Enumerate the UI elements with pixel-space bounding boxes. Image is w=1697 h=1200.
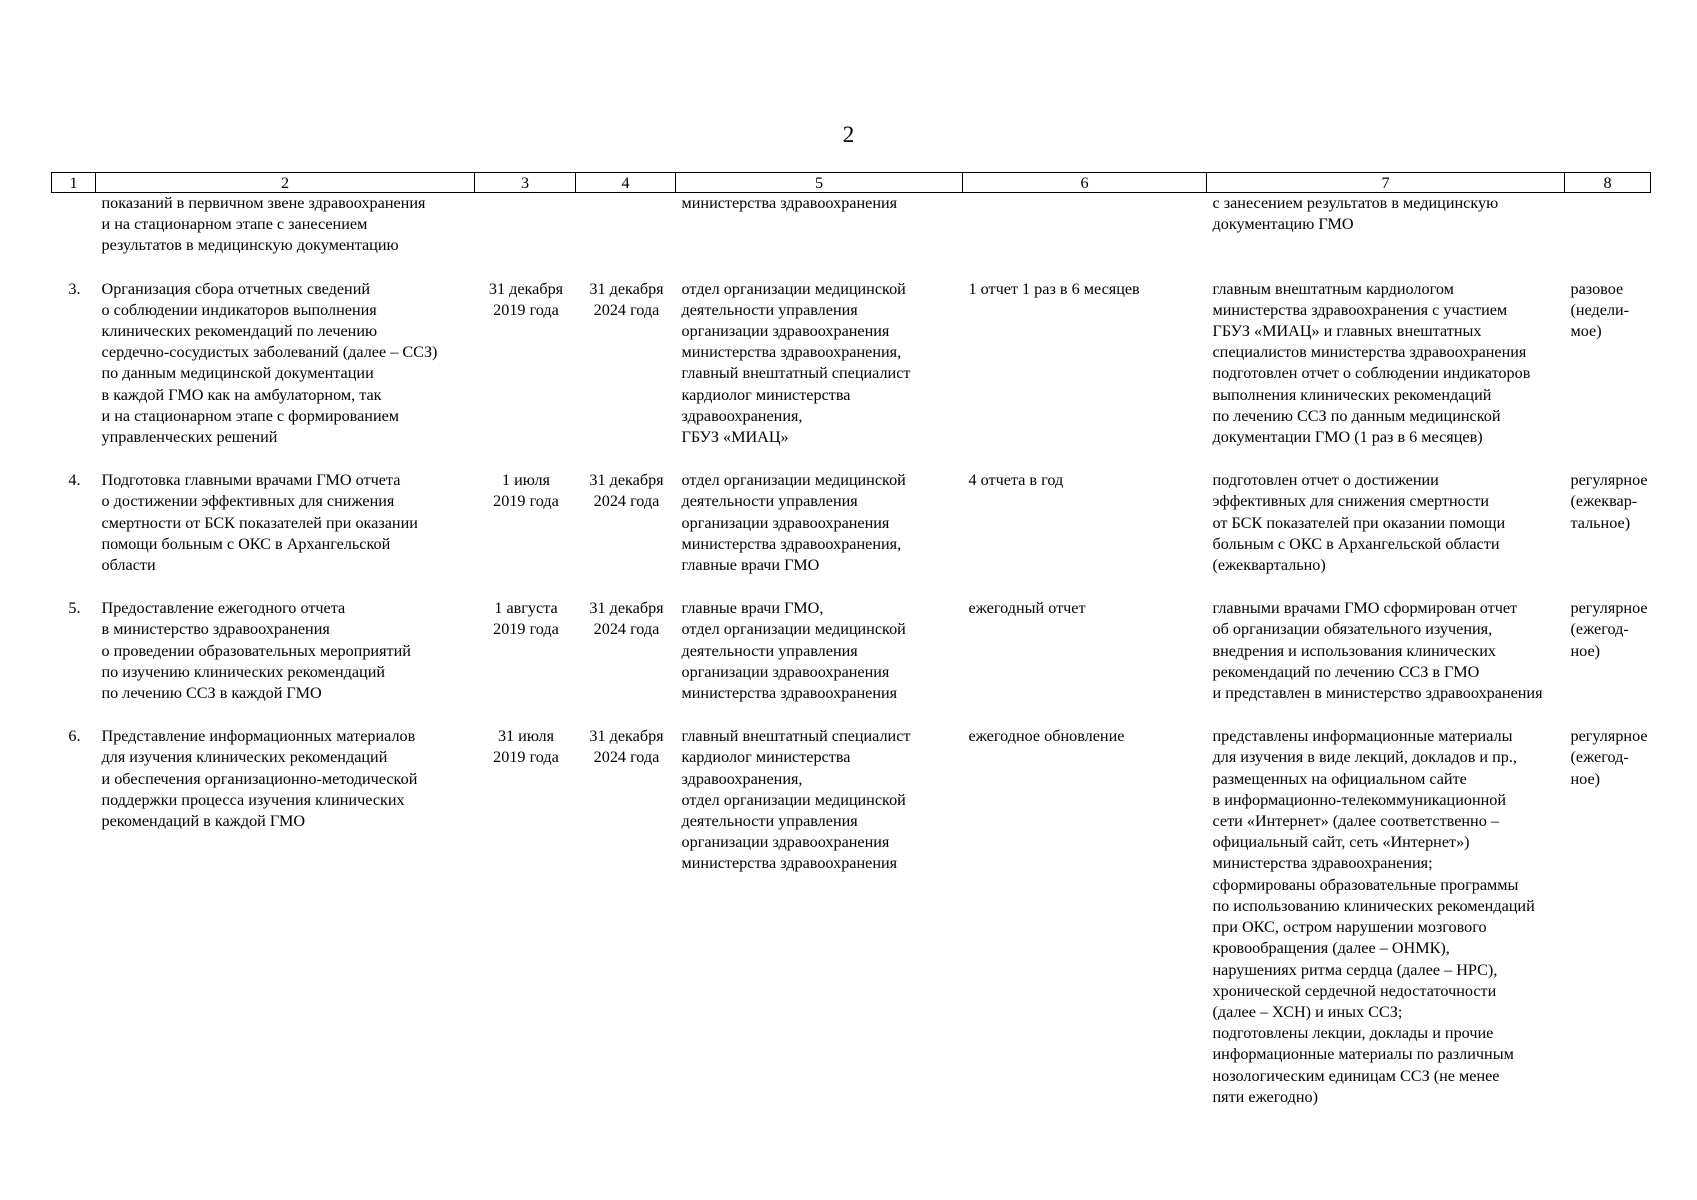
- row-number-cell: [52, 193, 96, 257]
- activity-cell: Представление информационных материалов для изучения клинических рекомендаций и обеспечения организационно-методической поддержки процесса изучения клинических рекомендаций в каждой ГМО: [101, 727, 418, 831]
- start-date-cell: [475, 193, 576, 257]
- end-date-cell: 31 декабря 2024 года: [589, 599, 664, 639]
- row-number-cell: 3.: [68, 279, 81, 298]
- row-number-cell: 4.: [68, 471, 81, 490]
- table-row: [52, 470, 1651, 576]
- responsible-cell: главные врачи ГМО, отдел организации медицинской деятельности управления организации здравоохранения министерства здравоохранения: [681, 599, 906, 703]
- responsible-cell: министерства здравоохранения: [681, 194, 898, 212]
- row-number-cell: 5.: [68, 599, 81, 618]
- row-number-cell: 6.: [68, 727, 81, 746]
- end-date-cell: 31 декабря 2024 года: [589, 279, 664, 319]
- activity-cell: Предоставление ежегодного отчета в министерство здравоохранения о проведении образовательных мероприятий по изучению клинических рекомендаций по лечению ССЗ в каждой ГМО: [101, 599, 411, 703]
- responsible-cell: отдел организации медицинской деятельности управления организации здравоохранения министерства здравоохранения, главные врачи ГМО: [681, 471, 906, 575]
- type-cell: разовое (недели- мое): [1570, 279, 1630, 341]
- start-date-cell: 1 июля 2019 года: [493, 471, 559, 511]
- column-number: 5: [676, 173, 963, 193]
- column-number: 7: [1207, 173, 1565, 193]
- type-cell: регулярное (ежеквар- тальное): [1570, 471, 1648, 532]
- activity-cell: Организация сбора отчетных сведений о соблюдении индикаторов выполнения клинических рекомендаций по лечению сердечно-сосудистых заболеваний (далее – ССЗ) по данным медицинской документации в каждой ГМО как на амбулаторном, так и на стационарном этапе с формированием управленческих решений: [101, 279, 438, 447]
- table-row: [52, 726, 1651, 1108]
- column-number: 4: [576, 173, 676, 193]
- end-date-cell: 31 декабря 2024 года: [589, 727, 664, 767]
- result-cell: с занесением результатов в медицинскую документацию ГМО: [1212, 194, 1499, 234]
- column-number: 1: [52, 173, 96, 193]
- row-spacer: [52, 257, 1651, 279]
- column-number-row: [52, 173, 1651, 193]
- column-number: 6: [963, 173, 1207, 193]
- end-date-cell: 31 декабря 2024 года: [589, 471, 664, 511]
- page-number: 2: [842, 122, 855, 147]
- result-cell: представлены информационные материалы для изучения в виде лекций, докладов и пр., размещенных на официальном сайте в информационно-телекоммуникационной сети «Интернет» (далее соответственно – официальный сайт, сеть «Интернет») министерства здравоохранения; сформированы образовательные программы по использованию клинических рекомендаций при ОКС, остром нарушении мозгового кровообращения (далее – ОНМК), нарушениях ритма сердца (далее – НРС), хронической сердечной недостаточности (далее – ХСН) и иных ССЗ; подготовлены лекции, доклады и прочие информационные материалы по различным нозологическим единицам ССЗ (не менее пяти ежегодно): [1212, 727, 1535, 1106]
- result-cell: главными врачами ГМО сформирован отчет об организации обязательного изучения, внедрения и использования клинических рекомендаций по лечению ССЗ в ГМО и представлен в министерство здравоохранения: [1212, 599, 1543, 703]
- indicator-cell: [963, 193, 1207, 257]
- column-number: 2: [96, 173, 475, 193]
- responsible-cell: главный внештатный специалист кардиолог министерства здравоохранения, отдел организации медицинской деятельности управления организации здравоохранения министерства здравоохранения: [681, 727, 911, 873]
- row-spacer: [52, 704, 1651, 726]
- indicator-cell: ежегодное обновление: [968, 727, 1125, 746]
- column-number: 8: [1565, 173, 1651, 193]
- row-spacer: [52, 576, 1651, 598]
- indicator-cell: ежегодный отчет: [968, 599, 1086, 618]
- result-cell: главным внештатным кардиологом министерства здравоохранения с участием ГБУЗ «МИАЦ» и главных внештатных специалистов министерства здравоохранения подготовлен отчет о соблюдении индикаторов выполнения клинических рекомендаций по лечению ССЗ по данным медицинской документации ГМО (1 раз в 6 месяцев): [1212, 279, 1531, 447]
- type-cell: регулярное (ежегод- ное): [1570, 599, 1648, 660]
- activity-cell: Подготовка главными врачами ГМО отчета о достижении эффективных для снижения смертности от БСК показателей при оказании помощи больным с ОКС в Архангельской области: [101, 471, 418, 575]
- end-date-cell: [576, 193, 676, 257]
- indicator-cell: 1 отчет 1 раз в 6 месяцев: [968, 279, 1140, 298]
- column-number: 3: [475, 173, 576, 193]
- start-date-cell: 31 июля 2019 года: [493, 727, 559, 767]
- responsible-cell: отдел организации медицинской деятельности управления организации здравоохранения министерства здравоохранения, главный внештатный специалист кардиолог министерства здравоохранения, ГБУЗ «МИАЦ»: [681, 279, 911, 447]
- indicator-cell: 4 отчета в год: [968, 471, 1064, 490]
- table-row: [52, 279, 1651, 449]
- type-cell: [1565, 193, 1651, 257]
- row-spacer: [52, 448, 1651, 470]
- continuation-row: [52, 193, 1651, 257]
- table-row: [52, 598, 1651, 704]
- start-date-cell: 1 августа 2019 года: [493, 599, 559, 639]
- start-date-cell: 31 декабря 2019 года: [488, 279, 564, 319]
- type-cell: регулярное (ежегод- ное): [1570, 727, 1648, 788]
- plan-table: [51, 172, 1651, 1108]
- activity-cell: показаний в первичном звене здравоохранения и на стационарном этапе с занесением результатов в медицинскую документацию: [101, 194, 426, 255]
- result-cell: подготовлен отчет о достижении эффективных для снижения смертности от БСК показателей при оказании помощи больным с ОКС в Архангельской области (ежеквартально): [1212, 471, 1506, 575]
